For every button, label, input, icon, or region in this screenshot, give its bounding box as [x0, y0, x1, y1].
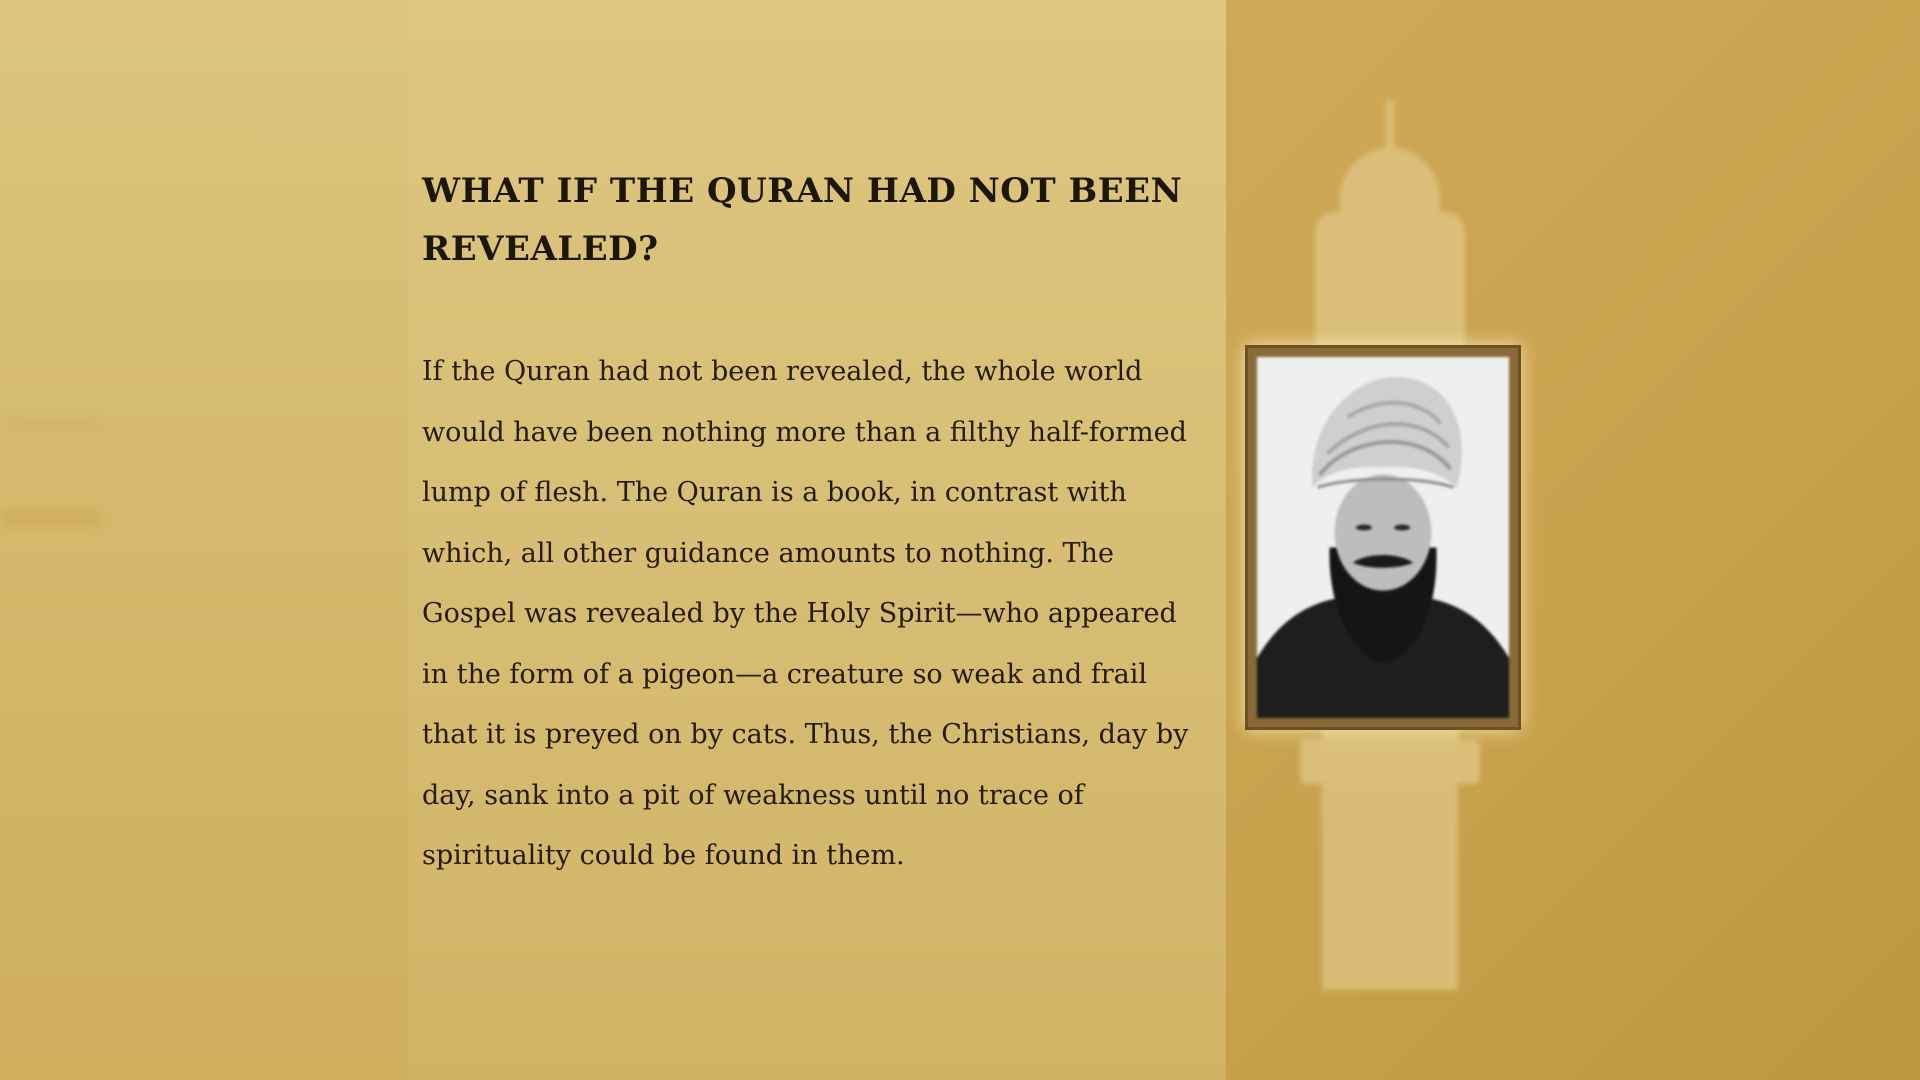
slide-heading: WHAT IF THE QURAN HAD NOT BEEN REVEALED?: [422, 171, 1183, 269]
portrait-frame: [1245, 345, 1521, 730]
faded-previous-slide-text: [0, 418, 110, 548]
portrait-illustration: [1257, 357, 1509, 718]
portrait-photo: [1257, 357, 1509, 718]
slide-body-text: If the Quran had not been revealed, the whole world would have been nothing more than a filthy half-formed lump of flesh. The Quran is a book, in contrast with which, all other guidance amounts to nothing. The Gospel was revealed by the Holy Spirit—who appeared in the form of a pigeon—a creature so weak and frail that it is preyed on by cats. Thus, the Christians, day by day, sank into a pit of weakness until no trace of spirituality could be found in them.: [422, 356, 1189, 871]
